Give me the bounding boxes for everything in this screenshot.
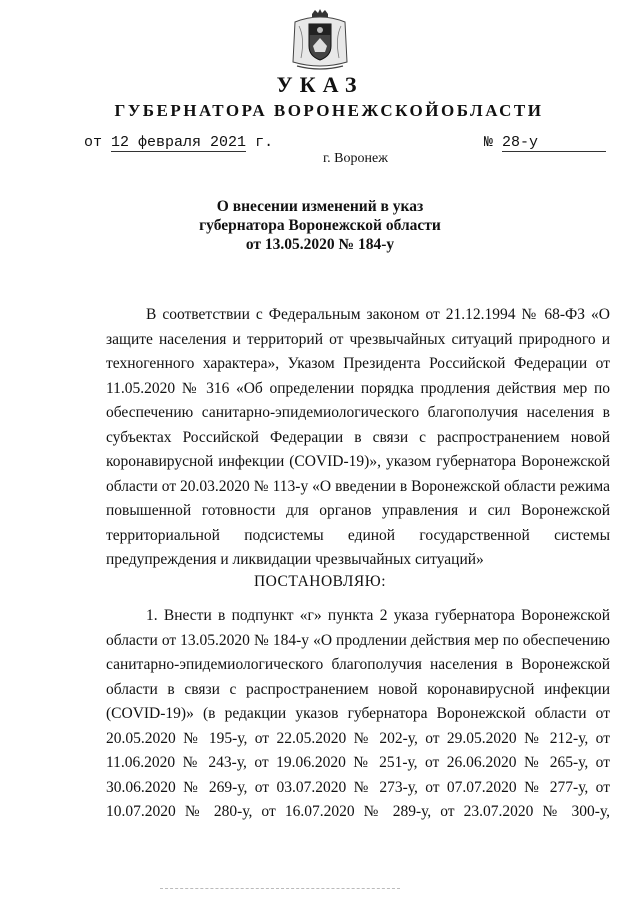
point-line: 11.06.2020 № 243-у, от 19.06.2020 № 251-у, от 26.06.2020 № 265-у, от [106, 754, 610, 771]
subject-line: губернатора Воронежской области [199, 217, 441, 234]
preamble-line: субъектах Российской Федерации в связи с распространением новой [106, 428, 610, 446]
number-prefix: № [484, 134, 494, 151]
preamble-line: техногенного характера», Указом Президента Российской Федерации от [106, 355, 610, 372]
date-value: 12 февраля 2021 [111, 134, 247, 151]
point-line: 1. Внести в подпункт «г» пункта 2 указа губернатора Воронежской [146, 607, 610, 624]
point-1-paragraph [106, 604, 610, 825]
preamble-line: 11.05.2020 № 316 «Об определении порядка продления действия мер по [106, 379, 610, 397]
preamble-line: защите населения и территорий от чрезвычайных ситуаций природного и [106, 330, 610, 348]
point-line: области от 13.05.2020 № 184-у «О продлении действия мер по обеспечению [106, 631, 610, 649]
city-label: г. Воронеж [323, 151, 388, 166]
decree-date [84, 134, 273, 152]
preamble-line: коронавирусной инфекции (COVID-19)», указом губернатора Воронежской [106, 453, 610, 470]
preamble-line: предупреждения и ликвидации чрезвычайных ситуаций» [106, 551, 484, 568]
decree-title: УКАЗ [276, 72, 364, 97]
preamble-line: обеспечению санитарно-эпидемиологического благополучия населения в [106, 404, 610, 421]
date-suffix: г. [255, 134, 274, 151]
date-prefix: от [84, 134, 103, 151]
point-line: области в связи с распространением новой коронавирусной инфекции [106, 680, 610, 698]
page-divider [160, 888, 400, 889]
preamble-line: территориальной подсистемы единой государственной системы [106, 526, 610, 544]
point-line: санитарно-эпидемиологического благополучия населения в Воронежской [106, 656, 610, 673]
preamble-line: В соответствии с Федеральным законом от 21.12.1994 № 68-ФЗ «О [146, 306, 610, 323]
decree-subject [0, 197, 640, 254]
point-line: (COVID-19)» (в редакции указов губернатора Воронежской области от [106, 705, 610, 722]
preamble-paragraph [106, 303, 610, 573]
number-value: 28-у [502, 135, 606, 152]
preamble-line: повышенной готовности для органов управления и сил Воронежской [106, 502, 610, 519]
decree-number [484, 134, 606, 152]
subject-line: О внесении изменений в указ [216, 198, 424, 215]
point-line: 30.06.2020 № 269-у, от 03.07.2020 № 273-у, от 07.07.2020 № 277-у, от [106, 778, 610, 796]
point-line: 10.07.2020 № 280-у, от 16.07.2020 № 289-у, от 23.07.2020 № 300-у, [106, 803, 610, 820]
decree-issuer: ГУБЕРНАТОРА ВОРОНЕЖСКОЙОБЛАСТИ [114, 101, 544, 120]
coat-of-arms-icon [285, 8, 355, 70]
point-line: 20.05.2020 № 195-у, от 22.05.2020 № 202-у, от 29.05.2020 № 212-у, от [106, 729, 610, 747]
resolve-heading: ПОСТАНОВЛЯЮ: [253, 573, 387, 590]
preamble-line: области от 20.03.2020 № 113-у «О введении в Воронежской области режима [106, 477, 610, 495]
subject-line: от 13.05.2020 № 184-у [245, 236, 395, 253]
